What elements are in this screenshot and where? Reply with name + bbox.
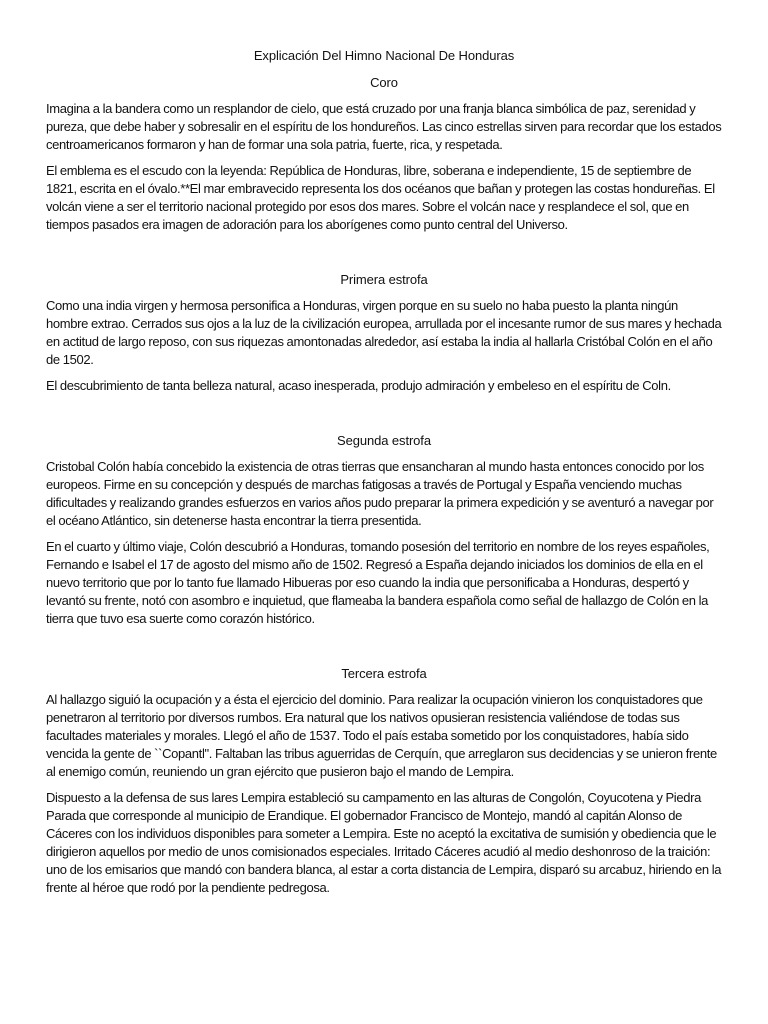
- section-heading-coro: Coro: [370, 75, 398, 90]
- section-heading-segunda-estrofa: Segunda estrofa: [337, 433, 431, 448]
- paragraph: El descubrimiento de tanta belleza natural, acaso inesperada, produjo admiración y embeleso en el espíritu de Coln.: [46, 378, 671, 393]
- paragraph: Dispuesto a la defensa de sus lares Lempira estableció su campamento en las alturas de Congolón, Coyucotena y Piedra Parada que corresponde al municipio de Erandique. El gobernador Francisco de Montejo, mandó al capitán Alonso de Cáceres con los individuos disponibles para someter a Lempira. Este no aceptó la excitativa de sumisión y obediencia que le dirigieron aquellos por medio de unos comisionados especiales. Irritado Cáceres acudió al medio deshonroso de la traición: uno de los emisarios que mandó con bandera blanca, al estar a corta distancia de Lempira, disparó su arcabuz, hiriendo en la frente al héroe que rodó por la pendiente pedregosa.: [46, 790, 722, 895]
- document-title: Explicación Del Himno Nacional De Honduras: [253, 48, 515, 63]
- paragraph: En el cuarto y último viaje, Colón descubrió a Honduras, tomando posesión del territorio en nombre de los reyes españoles, Fernando e Isabel el 17 de agosto del mismo año de 1502. Regresó a España dejando iniciados los dominios de ella en el nuevo territorio que por lo tanto fue llamado Hibueras por eso cuando la india que personificaba a Honduras, despertó y levantó su frente, notó con asombro e inquietud, que flameaba la bandera española como señal de hallazgo de Colón en la tierra que tuvo esa suerte como corazón histórico.: [46, 539, 710, 626]
- section-heading-tercera-estrofa: Tercera estrofa: [341, 666, 427, 681]
- paragraph: Imagina a la bandera como un resplandor de cielo, que está cruzado por una franja blanca simbólica de paz, serenidad y pureza, que debe haber y sobresalir en el espíritu de los hondureños. Las cinco estrellas sirven para recordar que los estados centroamericanos formaron y han de formar una sola patria, fuerte, rica, y respetada.: [46, 101, 722, 152]
- section-spacer: [46, 636, 722, 665]
- paragraph: Al hallazgo siguió la ocupación y a ésta el ejercicio del dominio. Para realizar la ocupación vinieron los conquistadores que penetraron al territorio por diversos rumbos. Era natural que los nativos opusieran resistencia valiéndose de todas sus facultades materiales y morales. Llegó el año de 1537. Todo el país estaba sometido por los conquistadores, había sido vencida la gente de ``Copantl". Faltaban las tribus aguerridas de Cerquín, que arreglaron sus decidencias y se unieron frente al enemigo común, reuniendo un gran ejército que pusieron bajo el mando de Lempira.: [46, 692, 717, 779]
- paragraph: El emblema es el escudo con la leyenda: República de Honduras, libre, soberana e independiente, 15 de septiembre de 1821, escrita en el óvalo.**El mar embravecido representa los dos océanos que bañan y protegen las costas hondureñas. El volcán viene a ser el territorio nacional protegido por esos dos mares. Sobre el volcán nace y resplandece el sol, que en tiempos pasados era imagen de adoración para los aborígenes como punto central del Universo.: [46, 163, 715, 232]
- section-heading-primera-estrofa: Primera estrofa: [340, 272, 428, 287]
- document-body: [46, 47, 722, 905]
- paragraph: Cristobal Colón había concebido la existencia de otras tierras que ensancharan al mundo hasta entonces conocido por los europeos. Firme en su concepción y después de marchas fatigosas a través de Portugal y España venciendo muchas dificultades y realizando grandes esfuerzos en varios años pudo preparar la primera expedición y se aventuró a navegar por el océano Atlántico, sin detenerse hasta encontrar la tierra presentida.: [46, 459, 714, 528]
- paragraph: Como una india virgen y hermosa personifica a Honduras, virgen porque en su suelo no haba puesto la planta ningún hombre extrao. Cerrados sus ojos a la luz de la civilización europea, arrullada por el incesante rumor de sus mares y hechada en actitud de largo reposo, con sus riquezas amontonadas alrededor, así estaba la india al hallarla Cristóbal Colón en el año de 1502.: [46, 298, 722, 367]
- section-spacer: [46, 403, 722, 432]
- section-spacer: [46, 242, 722, 271]
